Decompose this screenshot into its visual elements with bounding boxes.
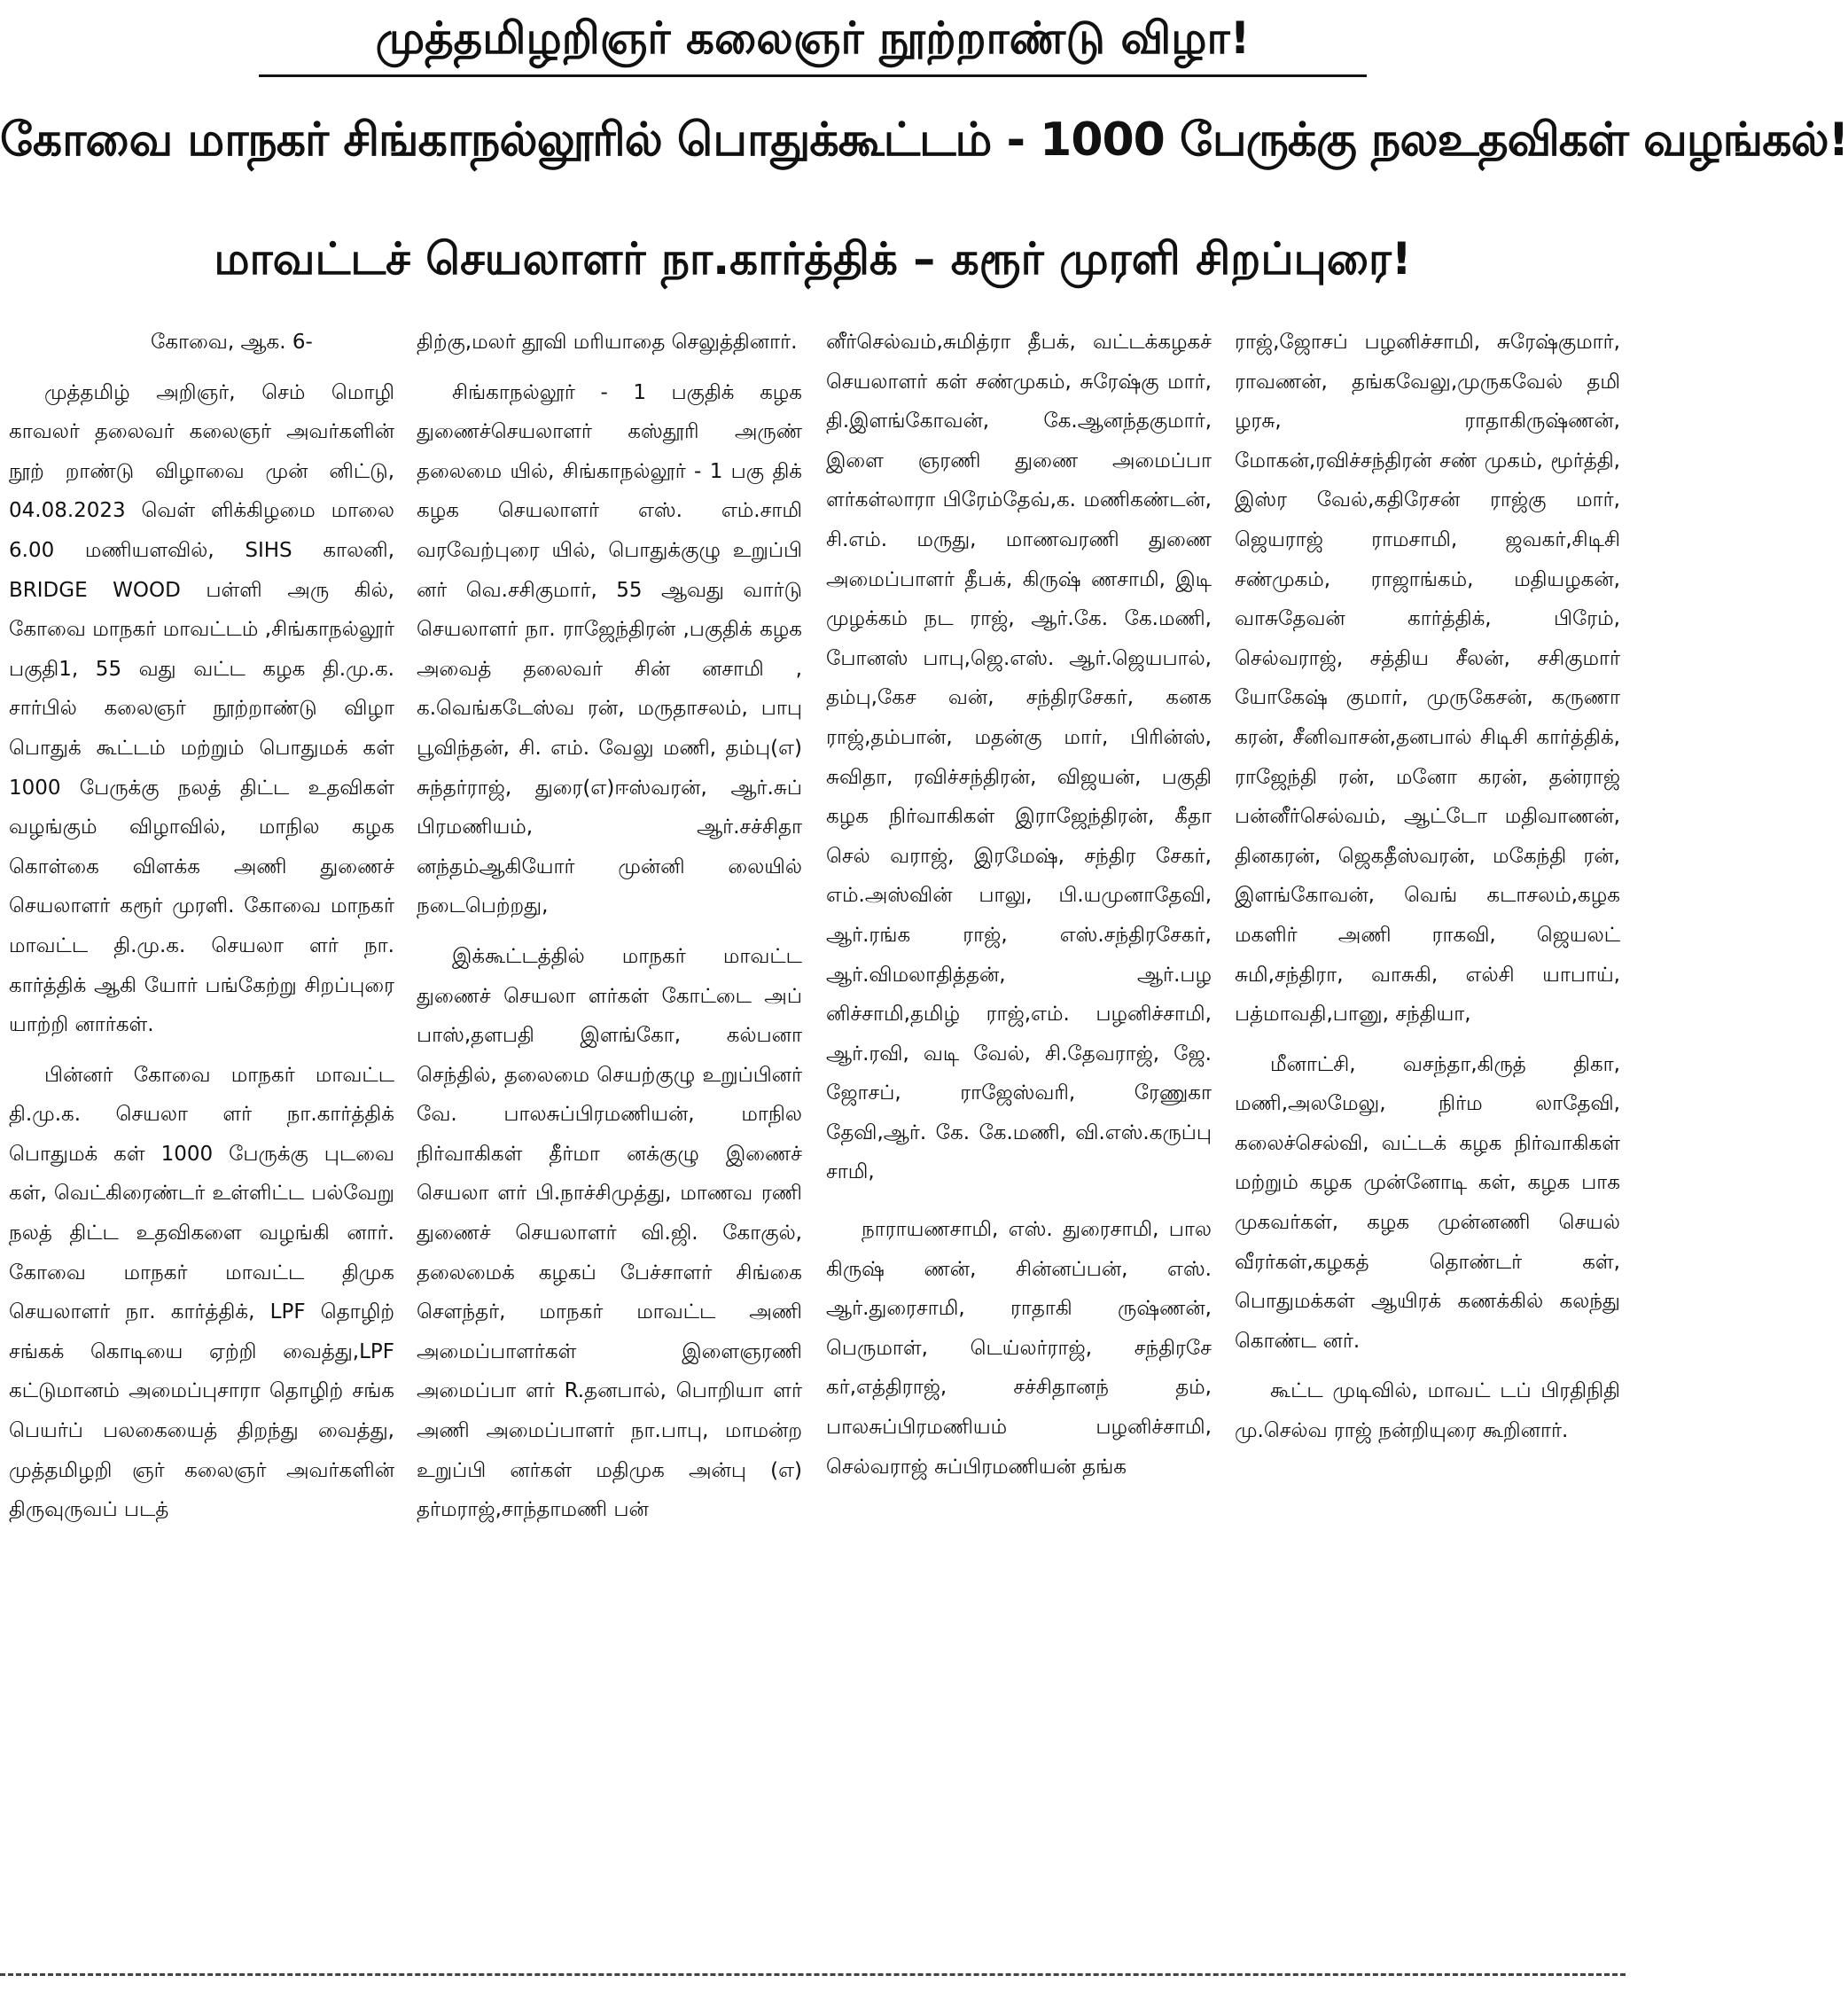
paragraph: முத்தமிழ் அறிஞர், செம் மொழி காவலர் தலைவர் கலைஞர் அவர்களின் நூற் றாண்டு விழாவை முன் னிட்டு, 04.08.2023 வெள் ளிக்கிழமை மாலை 6.00 மணியளவில், SIHS காலனி, BRIDGE WOOD பள்ளி அரு கில், கோவை மாநகர் மாவட்டம் ,சிங்காநல்லூர் பகுதி1, 55 வது வட்ட கழக தி.மு.க. சார்பில் கலைஞர் நூற்றாண்டு விழா பொதுக் கூட்டம் மற்றும் பொதுமக் கள் 1000 பேருக்கு நலத் திட்ட உதவிகள் வழங்கும் விழாவில், மாநில கழக கொள்கை விளக்க அணி துணைச் செயலாளர் கரூர் முரளி. கோவை மாநகர் மாவட்ட தி.மு.க. செயலா ளர் நா. கார்த்திக் ஆகி யோர் பங்கேற்று சிறப்புரை யாற்றி னார்கள். xyxy=(9,380,394,1037)
article-kicker: முத்தமிழறிஞர் கலைஞர் நூற்றாண்டு விழா! xyxy=(375,12,1251,64)
dateline: கோவை, ஆக. 6- xyxy=(151,331,313,354)
article-column-3 xyxy=(826,323,1212,1954)
article-column-4 xyxy=(1235,323,1620,1954)
kicker-underline xyxy=(259,74,1367,77)
paragraph: திற்கு,மலர் தூவி மரியாதை செலுத்தினார். xyxy=(417,331,798,354)
dashed-border xyxy=(0,1973,1626,1976)
paragraph: இக்கூட்டத்தில் மாநகர் மாவட்ட துணைச் செயலா ளர்கள் கோட்டை அப் பாஸ்,தளபதி இளங்கோ, கல்பனா செந்தில், தலைமை செயற்குழு உறுப்பினர் வே. பாலசுப்பிரமணியன், மாநில நிர்வாகிகள் தீர்மா னக்குழு இணைச் செயலா ளர் பி.நாச்சிமுத்து, மாணவ ரணி துணைச் செயலாளர் வி.ஜி. கோகுல், தலைமைக் கழகப் பேச்சாளர் சிங்கை சௌந்தர், மாநகர் மாவட்ட அணி அமைப்பாளர்கள் இளைஞரணி அமைப்பா ளர் R.தனபால், பொறியா ளர் அணி அமைப்பாளர் நா.பாபு, மாமன்ற உறுப்பி னர்கள் மதிமுக அன்பு (எ) தர்மராஜ்,சாந்தாமணி பன் xyxy=(417,944,802,1522)
article-column-1 xyxy=(9,323,394,1954)
article-subheadline: மாவட்டச் செயலாளர் நா.கார்த்திக் – கரூர் முரளி சிறப்புரை! xyxy=(214,233,1412,285)
paragraph: மீனாட்சி, வசந்தா,கிருத் திகா, மணி,அலமேலு, நிர்ம லாதேவி, கலைச்செல்வி, வட்டக் கழக நிர்வாகிகள் மற்றும் கழக முன்னோடி கள், கழக பாக முகவர்கள், கழக முன்னணி செயல் வீரர்கள்,கழகத் தொண்டர் கள், பொதுமக்கள் ஆயிரக் கணக்கில் கலந்து கொண்ட னர். xyxy=(1235,1052,1620,1353)
paragraph: நாராயணசாமி, எஸ். துரைசாமி, பால கிருஷ் ணன், சின்னப்பன், எஸ். ஆர்.துரைசாமி, ராதாகி ருஷ்ணன், பெருமாள், டெய்லர்ராஜ், சந்திரசே கர்,எத்திராஜ், சச்சிதானந் தம், பாலசுப்பிரமணியம் பழனிச்சாமி, செல்வராஜ் சுப்பிரமணியன் தங்க xyxy=(826,1218,1212,1479)
paragraph: பின்னர் கோவை மாநகர் மாவட்ட தி.மு.க. செயலா ளர் நா.கார்த்திக் பொதுமக் கள் 1000 பேருக்கு புடவை கள், வெட்கிரைண்டர் உள்ளிட்ட பல்வேறு நலத் திட்ட உதவிகளை வழங்கி னார். கோவை மாநகர் மாவட்ட திமுக செயலாளர் நா. கார்த்திக், LPF தொழிற் சங்கக் கொடியை ஏற்றி வைத்து,LPF கட்டுமானம் அமைப்புசாரா தொழிற் சங்க பெயர்ப் பலகையைத் திறந்து வைத்து, முத்தமிழறி ஞர் கலைஞர் அவர்களின் திருவுருவப் படத் xyxy=(9,1063,394,1522)
article-headline: கோவை மாநகர் சிங்காநல்லூரில் பொதுக்கூட்டம் - 1000 பேருக்கு நலஉதவிகள் வழங்கல்! xyxy=(0,113,1848,167)
paragraph: சிங்காநல்லூர் - 1 பகுதிக் கழக துணைச்செயலாளர் கஸ்தூரி அருண் தலைமை யில், சிங்காநல்லூர் - 1 பகு திக் கழக செயலாளர் எஸ். எம்.சாமி வரவேற்புரை யில், பொதுக்குழு உறுப்பி னர் வெ.சசிகுமார், 55 ஆவது வார்டு செயலாளர் நா. ராஜேந்திரன் ,பகுதிக் கழக அவைத் தலைவர் சின் னசாமி , க.வெங்கடேஸ்வ ரன், மருதாசலம், பாபு பூவிந்தன், சி. எம். வேலு மணி, தம்பு(எ) சுந்தர்ராஜ், துரை(எ)ஈஸ்வரன், ஆர்.சுப் பிரமணியம், ஆர்.சச்சிதா னந்தம்ஆகியோர் முன்னி லையில் நடைபெற்றது, xyxy=(417,380,802,918)
paragraph: னீர்செல்வம்,சுமித்ரா தீபக், வட்டக்கழகச் செயலாளர் கள் சண்முகம், சுரேஷ்கு மார், தி.இளங்கோவன், கே.ஆனந்தகுமார், இளை ஞரணி துணை அமைப்பா ளர்கள்லாரா பிரேம்தேவ்,க. மணிகண்டன், சி.எம். மருது, மாணவரணி துணை அமைப்பாளர் தீபக், கிருஷ் ணசாமி, இடி முழக்கம் நட ராஜ், ஆர்.கே. கே.மணி, போனஸ் பாபு,ஜெ.எஸ். ஆர்.ஜெயபால், தம்பு,கேச வன், சந்திரசேகர், கனக ராஜ்,தம்பான், மதன்கு மார், பிரின்ஸ், சுவிதா, ரவிச்சந்திரன், விஜயன், பகுதி கழக நிர்வாகிகள் இராஜேந்திரன், கீதா செல் வராஜ், இரமேஷ், சந்திர சேகர், எம்.அஸ்வின் பாலு, பி.யமுனாதேவி, ஆர்.ரங்க ராஜ், எஸ்.சந்திரசேகர், ஆர்.விமலாதித்தன், ஆர்.பழ னிச்சாமி,தமிழ் ராஜ்,எம். பழனிச்சாமி, ஆர்.ரவி, வடி வேல், சி.தேவராஜ், ஜே. ஜோசப், ராஜேஸ்வரி, ரேணுகா தேவி,ஆர். கே. கே.மணி, வி.எஸ்.கருப்பு சாமி, xyxy=(826,331,1212,1184)
article-column-2 xyxy=(417,323,802,1954)
paragraph: கூட்ட முடிவில், மாவட் டப் பிரதிநிதி மு.செல்வ ராஜ் நன்றியுரை கூறினார். xyxy=(1235,1379,1620,1443)
paragraph: ராஜ்,ஜோசப் பழனிச்சாமி, சுரேஷ்குமார், ராவணன், தங்கவேலு,முருகவேல் தமி ழரசு, ராதாகிருஷ்ணன், மோகன்,ரவிச்சந்திரன் சண் முகம், மூர்த்தி, இஸ்ர வேல்,கதிரேசன் ராஜ்கு மார், ஜெயராஜ் ராமசாமி, ஜவகர்,சிடிசி சண்முகம், ராஜாங்கம், மதியழகன், வாசுதேவன் கார்த்திக், பிரேம், செல்வராஜ், சத்திய சீலன், சசிகுமார் யோகேஷ் குமார், முருகேசன், கருணா கரன், சீனிவாசன்,தனபால் சிடிசி கார்த்திக், ராஜேந்தி ரன், மனோ கரன், தன்ராஜ் பன்னீர்செல்வம், ஆட்டோ மதிவாணன், தினகரன், ஜெகதீஸ்வரன், மகேந்தி ரன், இளங்கோவன், வெங் கடாசலம்,கழக மகளிர் அணி ராகவி, ஜெயலட் சுமி,சந்திரா, வாசுகி, எல்சி யாபாய், பத்மாவதி,பானு, சந்தியா, xyxy=(1235,331,1620,1027)
